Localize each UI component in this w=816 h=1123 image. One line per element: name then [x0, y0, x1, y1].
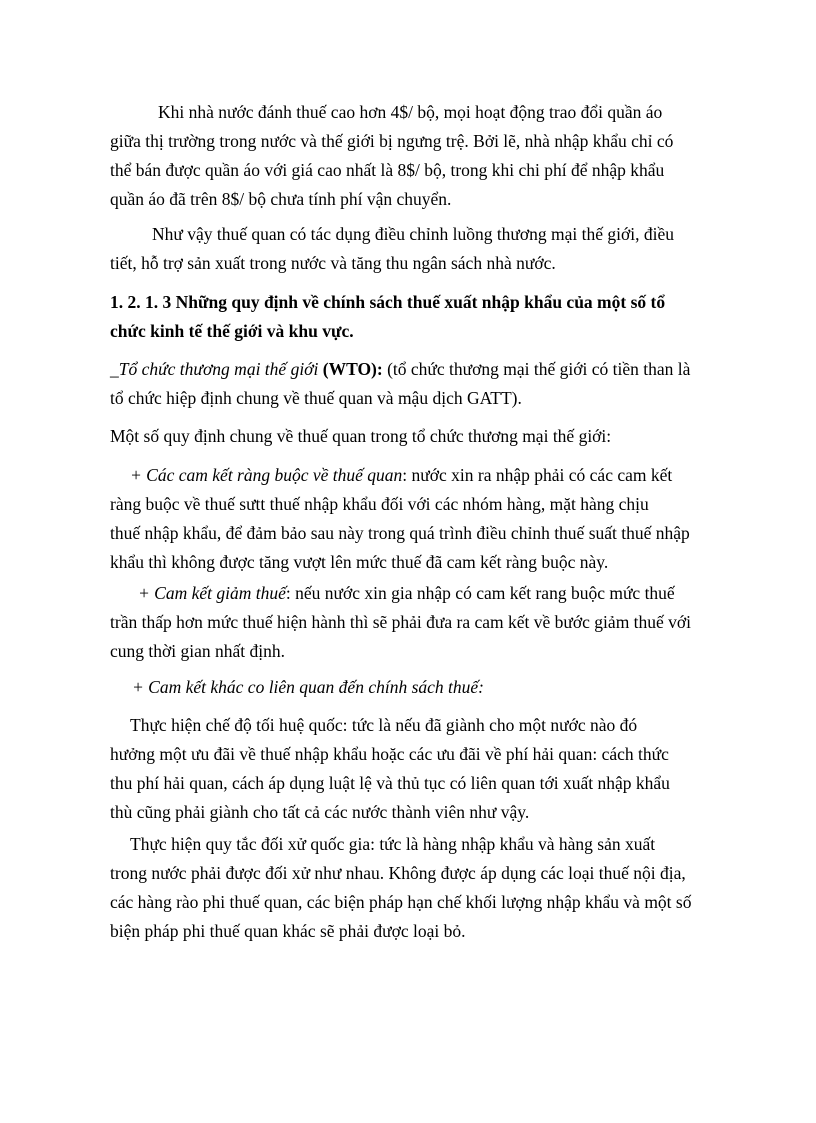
- wto-label: _Tổ chức thương mại thế giới: [110, 359, 319, 379]
- text-line: thu phí hải quan, cách áp dụng luật lệ và thủ tục có liên quan tới xuất nhập khẩu: [110, 773, 670, 793]
- paragraph-binding-commitments: [110, 461, 720, 577]
- commitment-label: + Cam kết giảm thuế: [138, 583, 286, 603]
- commitment-text: : nếu nước xin gia nhập có cam kết rang buộc mức thuế: [285, 583, 675, 603]
- text-line: giữa thị trường trong nước và thế giới bị ngưng trệ. Bởi lẽ, nhà nhập khẩu chỉ có: [110, 131, 674, 151]
- commitment-label: + Các cam kết ràng buộc về thuế quan: [130, 465, 403, 485]
- text-line: [110, 355, 720, 384]
- text-line: [110, 461, 720, 490]
- text-line: Như vậy thuế quan có tác dụng điều chỉnh luồng thương mại thế giới, điều: [152, 224, 675, 244]
- section-heading: [110, 288, 720, 346]
- paragraph-tariff-summary: [110, 220, 720, 278]
- paragraph-tax-reduction: [110, 579, 720, 666]
- text-line: ràng buộc về thuế sưtt thuế nhập khẩu đối với các nhóm hàng, mặt hàng chịu: [110, 494, 649, 514]
- heading-line: 1. 2. 1. 3 Những quy định về chính sách thuế xuất nhập khẩu của một số tổ: [110, 292, 666, 312]
- text-line: Một số quy định chung về thuế quan trong tổ chức thương mại thế giới:: [110, 426, 612, 446]
- wto-description: (tổ chức thương mại thế giới có tiền than là: [387, 359, 691, 379]
- text-line: Thực hiện chế độ tối huệ quốc: tức là nếu đã giành cho một nước nào đó: [130, 715, 638, 735]
- text-line: thuế nhập khẩu, để đảm bảo sau này trong quá trình điều chỉnh thuế suất thuế nhập: [110, 523, 690, 543]
- text-line: [110, 579, 720, 608]
- paragraph-wto: [110, 355, 720, 413]
- paragraph-intro: [110, 422, 720, 451]
- text-line: thù cũng phải giành cho tất cả các nước thành viên như vậy.: [110, 802, 530, 822]
- paragraph-tariff-effect: [110, 98, 720, 214]
- text-line: trong nước phải được đối xử như nhau. Không được áp dụng các loại thuế nội địa,: [110, 863, 686, 883]
- text-line: cung thời gian nhất định.: [110, 641, 285, 661]
- commitment-text: : nước xin ra nhập phải có các cam kết: [402, 465, 673, 485]
- text-line: tổ chức hiệp định chung về thuế quan và mậu dịch GATT).: [110, 388, 522, 408]
- text-line: khẩu thì không được tăng vượt lên mức thuế đã cam kết ràng buộc này.: [110, 552, 609, 572]
- text-line: trần thấp hơn mức thuế hiện hành thì sẽ phải đưa ra cam kết về bước giảm thuế với: [110, 612, 692, 632]
- paragraph-national-treatment: [110, 830, 720, 946]
- paragraph-other-commitments: [110, 673, 720, 702]
- text-line: + Cam kết khác co liên quan đến chính sách thuế:: [132, 677, 484, 697]
- heading-line: chức kinh tế thế giới và khu vực.: [110, 321, 354, 341]
- text-line: Khi nhà nước đánh thuế cao hơn 4$/ bộ, mọi hoạt động trao đổi quần áo: [158, 102, 663, 122]
- text-line: thể bán được quần áo với giá cao nhất là 8$/ bộ, trong khi chi phí để nhập khẩu: [110, 160, 665, 180]
- text-line: quần áo đã trên 8$/ bộ chưa tính phí vận chuyển.: [110, 189, 452, 209]
- text-line: tiết, hỗ trợ sản xuất trong nước và tăng thu ngân sách nhà nước.: [110, 253, 556, 273]
- text-line: hưởng một ưu đãi về thuế nhập khẩu hoặc các ưu đãi về phí hải quan: cách thức: [110, 744, 669, 764]
- text-line: các hàng rào phi thuế quan, các biện pháp hạn chế khối lượng nhập khẩu và một số: [110, 892, 692, 912]
- text-line: Thực hiện quy tắc đối xử quốc gia: tức là hàng nhập khẩu và hàng sản xuất: [130, 834, 656, 854]
- text-line: biện pháp phi thuế quan khác sẽ phải được loại bỏ.: [110, 921, 466, 941]
- paragraph-mfn: [110, 711, 720, 827]
- wto-abbrev: (WTO):: [322, 359, 383, 379]
